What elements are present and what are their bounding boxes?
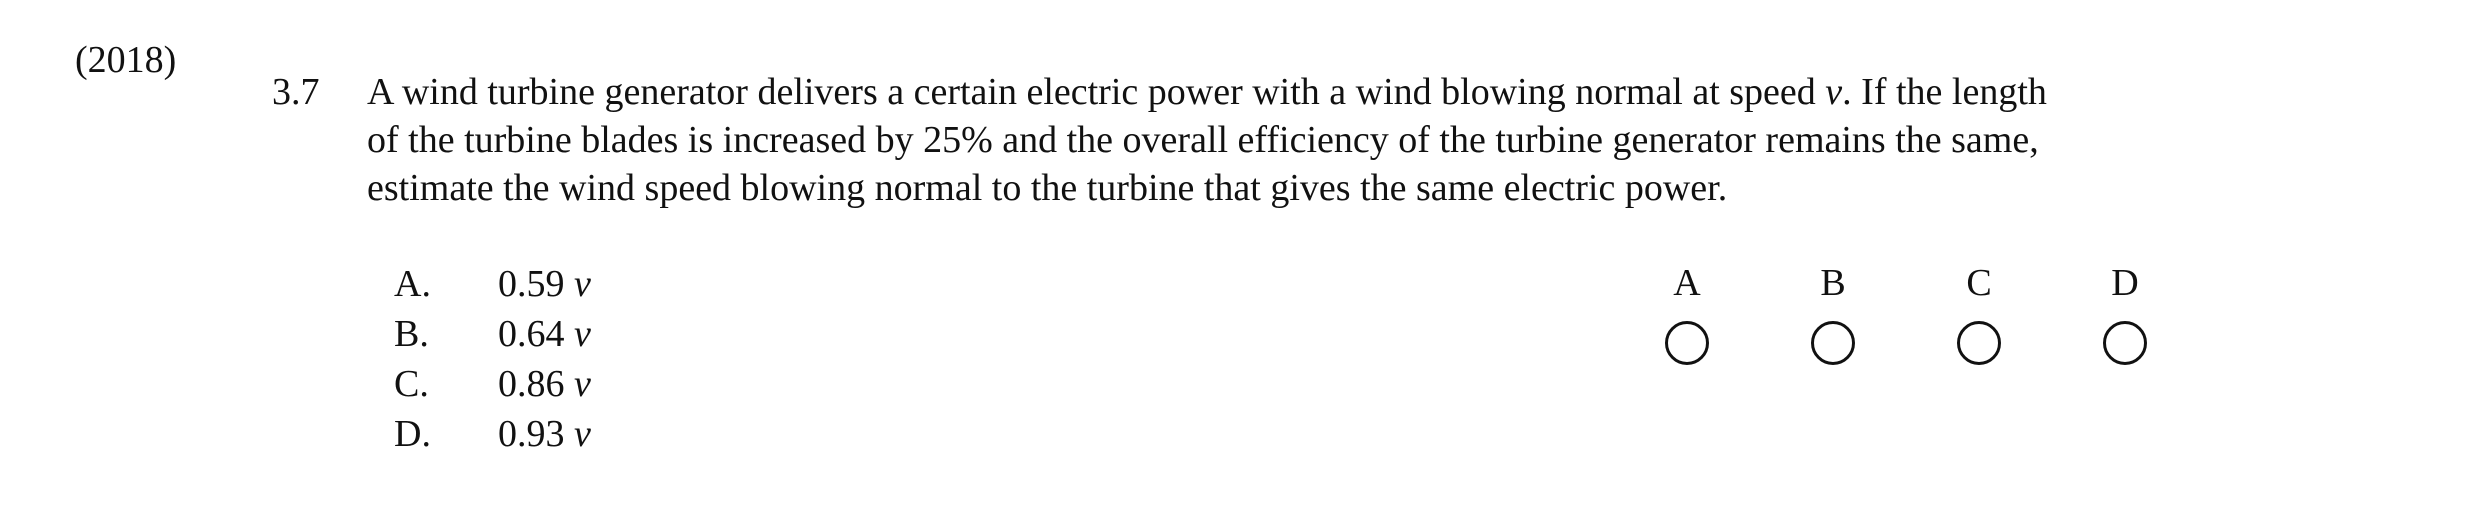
answer-bubble-d[interactable] bbox=[2103, 321, 2147, 365]
option-letter: B. bbox=[394, 313, 429, 355]
answer-bubble-b[interactable] bbox=[1811, 321, 1855, 365]
option-b bbox=[394, 309, 591, 359]
answer-bubble-a[interactable] bbox=[1665, 321, 1709, 365]
answer-choice-a[interactable] bbox=[1614, 259, 1760, 365]
option-letter: A. bbox=[394, 263, 431, 305]
option-d bbox=[394, 409, 591, 459]
answer-choice-d[interactable] bbox=[2052, 259, 2198, 365]
option-value: 0.93 v bbox=[498, 413, 591, 455]
answer-label: C bbox=[1966, 262, 1992, 304]
answer-label: D bbox=[2111, 262, 2139, 304]
option-letter: C. bbox=[394, 363, 429, 405]
answer-bubble-row bbox=[1614, 259, 2198, 365]
stem-line-3: estimate the wind speed blowing normal to the turbine that gives the same electric power. bbox=[367, 167, 1728, 209]
answer-bubble-c[interactable] bbox=[1957, 321, 2001, 365]
answer-choice-c[interactable] bbox=[1906, 259, 2052, 365]
option-c bbox=[394, 359, 591, 409]
question-number: 3.7 bbox=[272, 71, 320, 113]
answer-label: A bbox=[1673, 262, 1701, 304]
option-letter: D. bbox=[394, 413, 431, 455]
answer-choice-b[interactable] bbox=[1760, 259, 1906, 365]
option-list bbox=[394, 259, 591, 459]
option-value: 0.64 v bbox=[498, 313, 591, 355]
speed-variable: v bbox=[1825, 71, 1843, 113]
question-year: (2018) bbox=[75, 39, 177, 81]
answer-label: B bbox=[1820, 262, 1846, 304]
option-value: 0.86 v bbox=[498, 363, 591, 405]
option-value: 0.59 v bbox=[498, 263, 591, 305]
question-stem bbox=[367, 68, 2347, 212]
option-a bbox=[394, 259, 591, 309]
stem-line-2: of the turbine blades is increased by 25% and the overall efficiency of the turbine generator remains the same, bbox=[367, 119, 2039, 161]
stem-line-1: A wind turbine generator delivers a certain electric power with a wind blowing normal at speed v. If the length bbox=[367, 71, 2047, 113]
